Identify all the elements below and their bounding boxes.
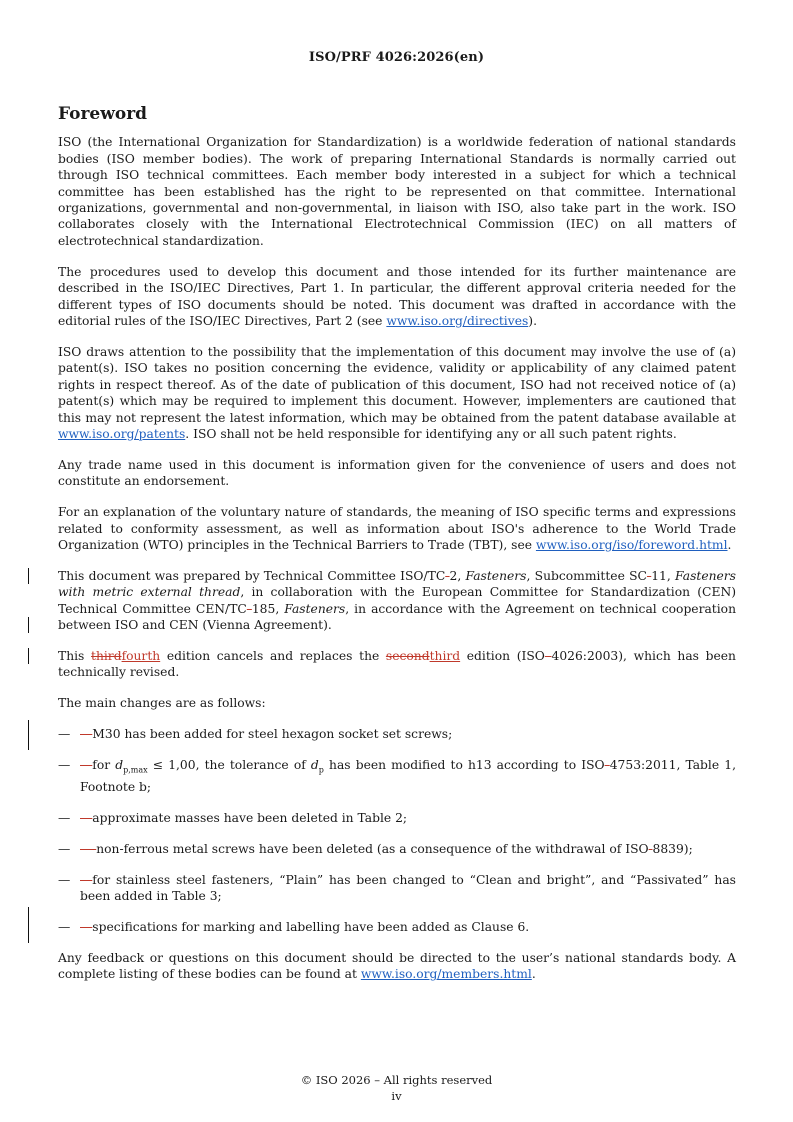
text: 185,: [251, 601, 285, 616]
change-bar: [28, 617, 29, 633]
deleted-text: —: [80, 872, 93, 887]
subcommittee-title: Fasteners with metric external thread: [58, 568, 736, 600]
list-item: [58, 841, 736, 857]
symbol: d: [310, 758, 319, 773]
text: , in accordance with the Agreement on technical cooperation between ISO and CEN (Vienna Agreement).: [58, 601, 736, 633]
deleted-text: —: [80, 810, 93, 825]
page-title: Foreword: [58, 104, 148, 124]
list-text: M30 has been added for steel hexagon socket set screws;: [92, 727, 453, 742]
foreword-link[interactable]: www.iso.org/iso/foreword.html: [535, 537, 728, 552]
deleted-text: —: [80, 727, 93, 742]
paragraph-voluntary: [58, 504, 736, 553]
change-bar: [28, 720, 29, 750]
paragraph-trade-name: Any trade name used in this document is information given for the convenience of users and does not constitute an endorsement.: [58, 457, 736, 489]
directives-link[interactable]: www.iso.org/directives: [386, 313, 529, 328]
paragraph-text: . ISO shall not be held responsible for identifying any or all such patent rights.: [185, 426, 677, 441]
change-bar: [28, 907, 29, 943]
patents-link[interactable]: www.iso.org/patents: [58, 426, 186, 441]
paragraph-edition: [58, 648, 736, 681]
members-link[interactable]: www.iso.org/members.html: [360, 967, 532, 982]
paragraph-committee: [58, 568, 736, 634]
cen-committee-title: Fasteners: [284, 601, 346, 616]
inserted-text: third: [429, 648, 461, 663]
text: , Subcommittee SC: [526, 568, 647, 583]
page-number: iv: [391, 1089, 402, 1103]
page-footer: [0, 1072, 793, 1104]
paragraph-procedures: [58, 264, 736, 330]
paragraph-text: Any feedback or questions on this document should be directed to the user’s national standards body. A complete listing of these bodies can be found at: [58, 950, 736, 982]
list-dash: —: [58, 810, 71, 825]
list-text: specifications for marking and labelling have been added as Clause 6.: [92, 919, 530, 934]
list-dash: —: [58, 919, 71, 934]
list-text: non-ferrous metal screws have been deleted (as a consequence of the withdrawal of ISO: [96, 841, 649, 856]
list-text: for: [92, 758, 116, 773]
paragraph-changes-intro: The main changes are as follows:: [58, 696, 266, 711]
change-bar: [28, 648, 29, 664]
deleted-text: —: [80, 919, 93, 934]
paragraph-iso-intro: ISO (the International Organization for Standardization) is a worldwide federation of national standards bodies (ISO member bodies). The work of preparing International Standards is normally carried out through ISO technical committees. Each member body interested in a subject for which a technical committee has been established has the right to be represented on that committee. International organizations, governmental and non-governmental, in liaison with ISO, also take part in the work. ISO collaborates closely with the International Electrotechnical Commission (IEC) on all matters of electrotechnical standardization.: [58, 135, 736, 248]
inserted-text: fourth: [121, 648, 161, 663]
subscript: p: [318, 765, 324, 775]
paragraph-text: ).: [528, 313, 537, 328]
copyright: © ISO 2026 – All rights reserved: [300, 1073, 493, 1087]
paragraph-text: .: [531, 967, 536, 982]
list-item: [58, 757, 736, 795]
list-dash: —: [58, 872, 71, 887]
subscript: p,max: [123, 765, 148, 775]
deleted-text: —: [80, 758, 93, 773]
paragraph-text: ISO draws attention to the possibility that the implementation of this document may involve the use of (a) patent(s). ISO takes no position concerning the evidence, validity or applicability of any claimed patent rights in respect thereof. As of the date of publication of this document, ISO had not received notice of (a) patent(s) which may be required to implement this document. However, implementers are cautioned that this may not represent the latest information, which may be obtained from the patent database available at: [58, 344, 736, 425]
list-dash: —: [58, 841, 71, 856]
paragraph-text: .: [727, 537, 732, 552]
text: edition (ISO: [460, 648, 545, 663]
change-bar: [28, 568, 29, 584]
list-dash: —: [58, 758, 71, 773]
text: 11,: [651, 568, 676, 583]
deleted-text: third: [91, 648, 122, 663]
document-id: ISO/PRF 4026:2026(en): [308, 50, 485, 65]
list-item: [58, 810, 736, 826]
paragraph-feedback: [58, 950, 736, 983]
list-text: 4753:2011, Table 1, Footnote b;: [80, 758, 736, 794]
list-item: [58, 919, 736, 935]
paragraph-text: The procedures used to develop this document and those intended for its further maintenance are described in the ISO/IEC Directives, Part 1. In particular, the different approval criteria needed for the different types of ISO documents should be noted. This document was drafted in accordance with the editorial rules of the ISO/IEC Directives, Part 2 (see: [58, 264, 736, 328]
deleted-text: [545, 649, 552, 663]
paragraph-text: For an explanation of the voluntary nature of standards, the meaning of ISO specific terms and expressions related to conformity assessment, as well as information about ISO's adherence to the World Trade Organization (WTO) principles in the Technical Barriers to Trade (TBT), see: [58, 505, 736, 552]
list-dash: —: [58, 727, 71, 742]
paragraph-patents: [58, 344, 736, 442]
text: This: [58, 648, 92, 663]
list-item: [58, 726, 736, 742]
symbol: d: [115, 758, 124, 773]
deleted-text: —: [80, 841, 97, 856]
list-item: [58, 872, 736, 905]
list-text: for stainless steel fasteners, “Plain” has been changed to “Clean and bright”, and “Passivated” has been added in Table 3;: [80, 872, 736, 904]
list-text: has been modified to h13 according to ISO: [323, 758, 605, 773]
foreword-body: [58, 106, 736, 997]
deleted-text: second: [385, 648, 430, 663]
text: edition cancels and replaces the: [160, 648, 386, 663]
committee-title: Fasteners: [465, 568, 527, 583]
text: , in collaboration with the European Committee for Standardization (CEN) Technical Committee CEN/TC: [58, 585, 737, 616]
text: 4026:2003), which has been technically revised.: [58, 648, 736, 680]
text: This document was prepared by Technical Committee ISO/TC: [58, 568, 446, 583]
list-text: ≤ 1,00, the tolerance of: [147, 758, 311, 773]
text: 2,: [449, 568, 466, 583]
list-text: approximate masses have been deleted in Table 2;: [92, 810, 408, 825]
list-text: 8839);: [652, 841, 693, 856]
